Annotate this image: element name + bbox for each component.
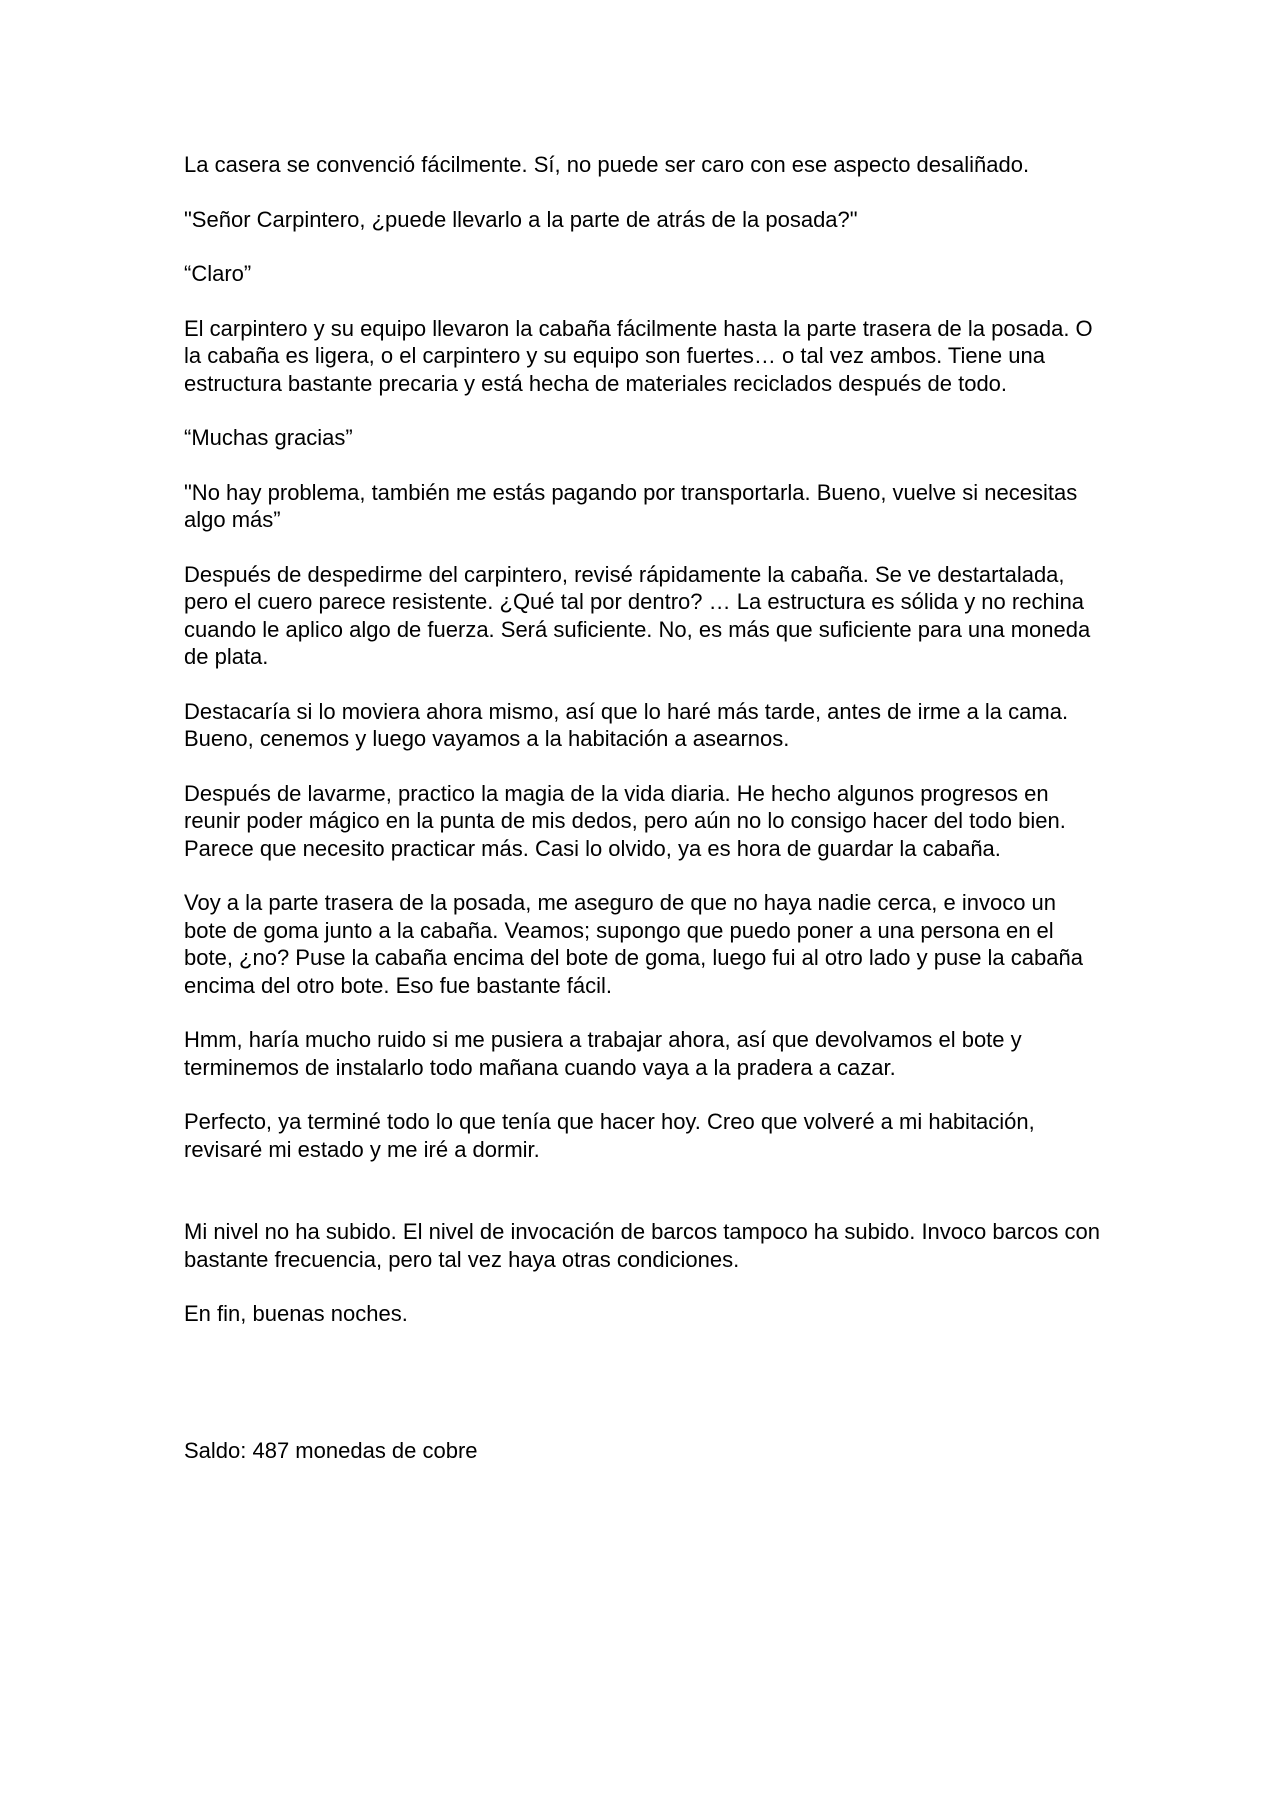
paragraph: "No hay problema, también me estás pagando por transportarla. Bueno, vuelve si necesitas algo más” bbox=[184, 479, 1078, 532]
blank-line bbox=[184, 1190, 1104, 1218]
paragraph: Destacaría si lo moviera ahora mismo, así que lo haré más tarde, antes de irme a la cama. Bueno, cenemos y luego vayamos a la habitación a asearnos. bbox=[184, 698, 1069, 751]
paragraph: "Señor Carpintero, ¿puede llevarlo a la parte de atrás de la posada?" bbox=[184, 206, 858, 232]
paragraph: “Muchas gracias” bbox=[184, 425, 353, 450]
paragraph: Voy a la parte trasera de la posada, me aseguro de que no haya nadie cerca, e invoco un bote de goma junto a la cabaña. Veamos; supongo que puedo poner a una persona en el bote, ¿no? Puse la cabaña encima del bote de goma, luego fui al otro lado y puse la cabaña encima del otro bote. Eso fue bastante fácil. bbox=[184, 890, 1083, 998]
document-page bbox=[184, 151, 1104, 1491]
paragraph: Mi nivel no ha subido. El nivel de invocación de barcos tampoco ha subido. Invoco barcos con bastante frecuencia, pero tal vez haya otras condiciones. bbox=[184, 1219, 1100, 1272]
paragraph: Después de lavarme, practico la magia de la vida diaria. He hecho algunos progresos en reunir poder mágico en la punta de mis dedos, pero aún no lo consigo hacer del todo bien. Parece que necesito practicar más. Casi lo olvido, ya es hora de guardar la cabaña. bbox=[184, 780, 1066, 861]
balance-line: Saldo: 487 monedas de cobre bbox=[184, 1437, 478, 1463]
paragraph: En fin, buenas noches. bbox=[184, 1301, 408, 1326]
paragraph: Hmm, haría mucho ruido si me pusiera a trabajar ahora, así que devolvamos el bote y terminemos de instalarlo todo mañana cuando vaya a la pradera a cazar. bbox=[184, 1027, 1022, 1080]
paragraph: “Claro” bbox=[184, 261, 252, 286]
paragraph: La casera se convenció fácilmente. Sí, no puede ser caro con ese aspecto desaliñado. bbox=[184, 152, 1030, 177]
paragraph: El carpintero y su equipo llevaron la cabaña fácilmente hasta la parte trasera de la posada. O la cabaña es ligera, o el carpintero y su equipo son fuertes… o tal vez ambos. Tiene una estructura bastante precaria y está hecha de materiales reciclados después de todo. bbox=[184, 315, 1093, 396]
paragraph: Perfecto, ya terminé todo lo que tenía que hacer hoy. Creo que volveré a mi habitación, revisaré mi estado y me iré a dormir. bbox=[184, 1109, 1035, 1162]
paragraph: Después de despedirme del carpintero, revisé rápidamente la cabaña. Se ve destartalada, pero el cuero parece resistente. ¿Qué tal por dentro? … La estructura es sólida y no rechina cuando le aplico algo de fuerza. Será suficiente. No, es más que suficiente para una moneda de plata. bbox=[184, 561, 1091, 669]
blank-lines bbox=[184, 1355, 1104, 1437]
